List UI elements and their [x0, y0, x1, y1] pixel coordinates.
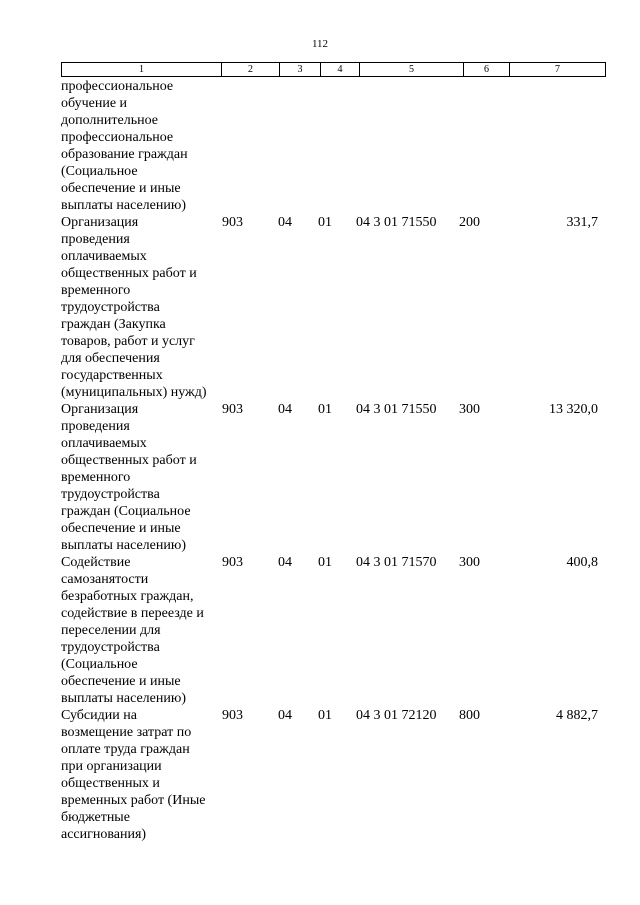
column-header-6: 6 — [464, 63, 510, 77]
row-target-article: 04 3 01 71550 — [356, 215, 437, 230]
row-expense-type: 300 — [459, 555, 480, 570]
row-amount: 4 882,7 — [556, 708, 598, 723]
row-ministry: 903 — [222, 555, 243, 570]
row-amount: 13 320,0 — [549, 402, 598, 417]
row-name: Организация проведения оплачиваемых общественных работ и временного трудоустройства граждан (Социальное обеспечение и иные выплаты населению) — [61, 402, 197, 553]
row-expense-type: 200 — [459, 215, 480, 230]
row-expense-type — [458, 78, 503, 214]
table-row — [61, 707, 598, 843]
row-ministry — [220, 78, 277, 214]
column-header-7: 7 — [510, 63, 606, 77]
row-ministry: 903 — [222, 215, 243, 230]
table-row — [61, 78, 598, 214]
row-name: Содействие самозанятости безработных граждан, содействие в переезде и переселении для трудоустройства (Социальное обеспечение и иные выплаты населению) — [61, 555, 204, 706]
column-header-4: 4 — [321, 63, 360, 77]
column-header-1: 1 — [62, 63, 222, 77]
row-name: Субсидии на возмещение затрат по оплате труда граждан при организации общественных и временных работ (Иные бюджетные ассигнования) — [61, 708, 206, 842]
page-number: 112 — [311, 38, 329, 50]
table-row — [61, 554, 598, 707]
row-amount: 400,8 — [566, 555, 598, 570]
row-name: Организация проведения оплачиваемых общественных работ и временного трудоустройства граждан (Закупка товаров, работ и услуг для обеспечения государственных (муниципальных) нужд) — [61, 215, 207, 400]
row-section: 04 — [278, 402, 292, 417]
table-row — [61, 214, 598, 401]
row-target-article: 04 3 01 72120 — [356, 708, 437, 723]
row-section: 04 — [278, 708, 292, 723]
row-target-article: 04 3 01 71570 — [356, 555, 437, 570]
budget-table-body — [61, 78, 598, 843]
table-row — [61, 401, 598, 554]
row-ministry: 903 — [222, 402, 243, 417]
row-target-article — [355, 78, 458, 214]
row-subsection — [317, 78, 355, 214]
row-amount: 331,7 — [566, 215, 598, 230]
row-subsection: 01 — [318, 215, 332, 230]
row-subsection: 01 — [318, 402, 332, 417]
column-header-2: 2 — [222, 63, 280, 77]
row-section: 04 — [278, 555, 292, 570]
row-subsection: 01 — [318, 555, 332, 570]
row-ministry: 903 — [222, 708, 243, 723]
row-section: 04 — [278, 215, 292, 230]
row-target-article: 04 3 01 71550 — [356, 402, 437, 417]
column-header-5: 5 — [360, 63, 464, 77]
row-expense-type: 800 — [459, 708, 480, 723]
column-header-3: 3 — [280, 63, 321, 77]
row-subsection: 01 — [318, 708, 332, 723]
row-name: профессиональное обучение и дополнительное профессиональное образование граждан (Социальное обеспечение и иные выплаты населению) — [61, 79, 188, 213]
row-expense-type: 300 — [459, 402, 480, 417]
column-header-row — [62, 63, 606, 77]
row-amount — [503, 78, 598, 214]
column-header-table — [61, 62, 606, 77]
row-section — [277, 78, 317, 214]
